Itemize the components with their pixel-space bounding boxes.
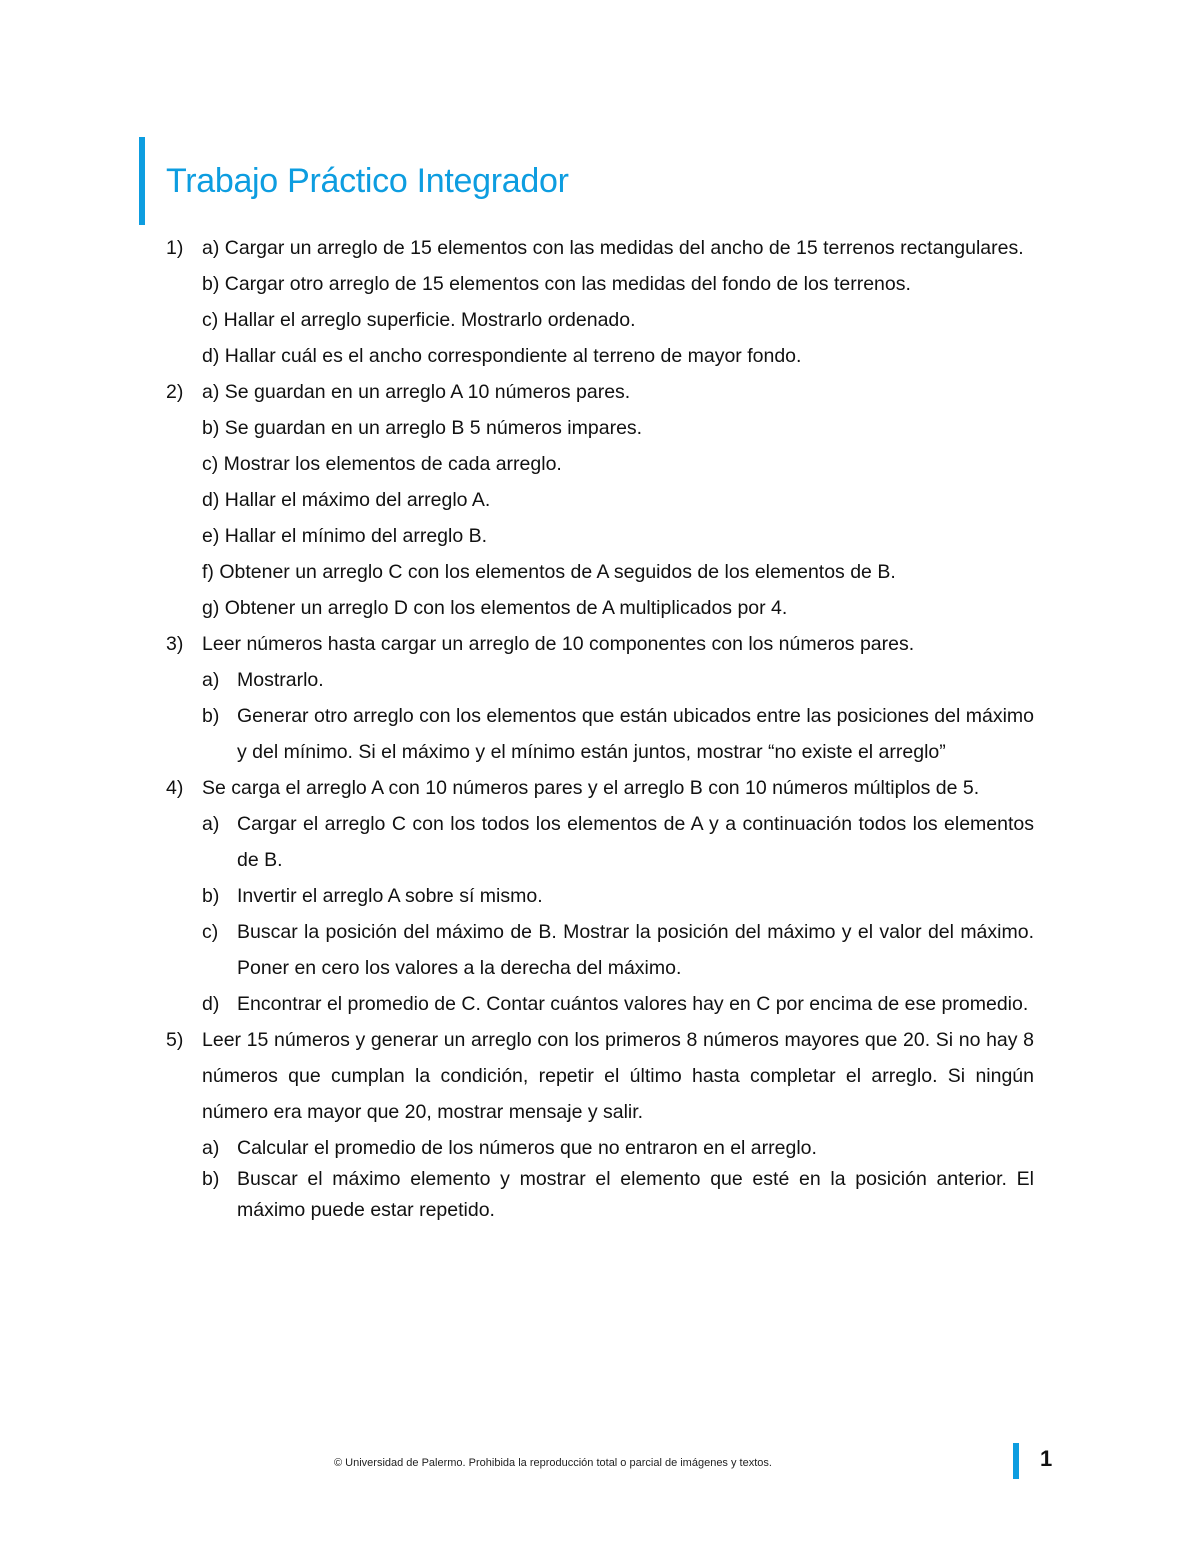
copyright-notice: © Universidad de Palermo. Prohibida la reproducción total o parcial de imágenes y textos. xyxy=(334,1457,772,1469)
exercise-2-number: 2) xyxy=(166,381,184,403)
exercise-5-number: 5) xyxy=(166,1029,184,1051)
exercise-4-sub-c: c) Buscar la posición del máximo de B. Mostrar la posición del máximo y el valor del máximo. Poner en cero los valores a la derecha del máximo. xyxy=(202,921,1034,979)
exercise-2-line-a: 2) a) Se guardan en un arreglo A 10 números pares. xyxy=(166,374,1034,410)
exercise-1-line-a: 1) a) Cargar un arreglo de 15 elementos con las medidas del ancho de 15 terrenos rectangulares. xyxy=(166,230,1034,266)
title-accent-bar xyxy=(139,137,145,225)
exercise-2-line-e: e) Hallar el mínimo del arreglo B. xyxy=(202,525,488,547)
exercise-4-statement: 4) Se carga el arreglo A con 10 números pares y el arreglo B con 10 números múltiplos de 5. xyxy=(166,770,1034,806)
exercise-4-number: 4) xyxy=(166,777,184,799)
exercise-4-sub-d: d) Encontrar el promedio de C. Contar cuántos valores hay en C por encima de ese promedio. xyxy=(202,993,1029,1015)
exercise-5-sub-a: a) Calcular el promedio de los números que no entraron en el arreglo. xyxy=(202,1137,817,1159)
exercise-2-line-b: b) Se guardan en un arreglo B 5 números impares. xyxy=(202,417,643,439)
exercise-4-sub-b: b) Invertir el arreglo A sobre sí mismo. xyxy=(202,885,543,907)
exercise-1-line-d: d) Hallar cuál es el ancho correspondiente al terreno de mayor fondo. xyxy=(202,345,802,367)
exercise-3-statement: 3) Leer números hasta cargar un arreglo de 10 componentes con los números pares. xyxy=(166,626,1034,662)
exercise-5-statement: 5) Leer 15 números y generar un arreglo con los primeros 8 números mayores que 20. Si no hay 8 números que cumplan la condición, repetir el último hasta completar el arreglo. Si ningún número era mayor que 20, mostrar mensaje y salir. xyxy=(166,1022,1034,1130)
exercise-2-line-f: f) Obtener un arreglo C con los elementos de A seguidos de los elementos de B. xyxy=(202,561,896,583)
page-number-accent-bar xyxy=(1013,1443,1019,1479)
exercise-1-line-b: b) Cargar otro arreglo de 15 elementos con las medidas del fondo de los terrenos. xyxy=(202,273,911,295)
exercise-3-sub-b: b) Generar otro arreglo con los elementos que están ubicados entre las posiciones del máximo y del mínimo. Si el máximo y el mínimo están juntos, mostrar “no existe el arreglo” xyxy=(202,705,1034,763)
document-title: Trabajo Práctico Integrador xyxy=(166,162,569,200)
exercise-1-line-c: c) Hallar el arreglo superficie. Mostrarlo ordenado. xyxy=(202,309,636,331)
exercise-5-sub-b: b) Buscar el máximo elemento y mostrar el elemento que esté en la posición anterior. El máximo puede estar repetido. xyxy=(202,1168,1034,1221)
exercise-1-number: 1) xyxy=(166,237,184,259)
exercise-3-sub-a: a) Mostrarlo. xyxy=(202,669,324,691)
exercise-3-number: 3) xyxy=(166,633,184,655)
exercise-list xyxy=(166,230,1034,1226)
exercise-4-sub-a: a) Cargar el arreglo C con los todos los elementos de A y a continuación todos los elementos de B. xyxy=(202,813,1034,871)
page-number: 1 xyxy=(1040,1446,1053,1471)
exercise-2-line-d: d) Hallar el máximo del arreglo A. xyxy=(202,489,491,511)
exercise-2-line-g: g) Obtener un arreglo D con los elementos de A multiplicados por 4. xyxy=(202,597,788,619)
exercise-2-line-c: c) Mostrar los elementos de cada arreglo. xyxy=(202,453,562,475)
